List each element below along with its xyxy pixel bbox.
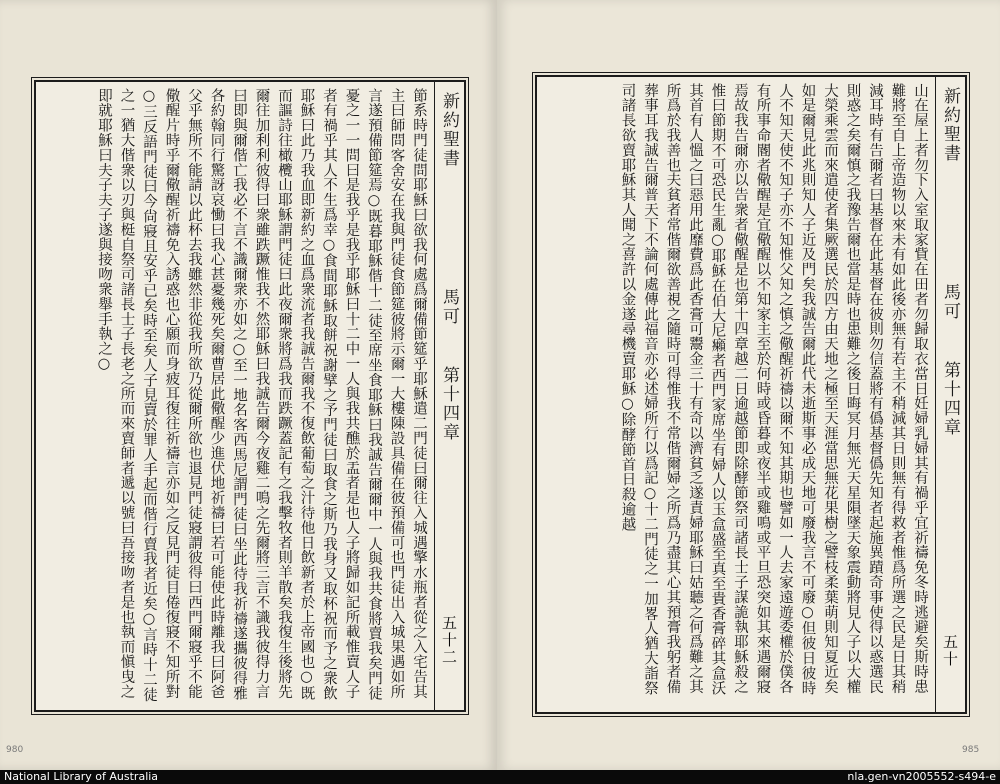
left-page-body: 節系時門徒問耶穌曰欲我何處爲爾備節筵乎耶穌遣二門徒曰爾往入城遇擎水瓶者從之入宅告其主曰師問客舍安在我與門徒食節筵彼將示爾一大樓陳設具備在彼預備可也門徒出入城果遇如所言遂預備節筵焉○既暮耶穌偕十二徒至席坐食耶穌曰我誠告爾爾中一人與我共食將賣我矣門徒憂之一一問曰是我乎是我乎耶穌曰十二中一人與我共醮於盂者是也人子將歸如記所載惟賣人子者有禍乎其人不生爲幸○食間耶穌取餅祝謝擘之予門徒曰取食之斯乃我身又取杯祝而予之衆飲耶穌曰此乃我血即新約之血爲衆流者我誠告爾我不復飲葡萄之汁待他日飲新者於上帝國也○既而謳詩往橄欖山耶穌謂門徒曰此夜爾衆將爲我而跌蹶蓋記有之我擊牧者則羊散矣我復生後將先爾往加利利彼得曰衆雖跌蹶惟我不然耶穌曰我誠告爾今夜雞二鳴之先爾將三言不識我彼得力言曰即與爾偕亡我必不言不識爾衆亦如之○至一地名客西馬尼謂門徒曰坐此待我祈禱遂攜彼得雅各約翰同行驚訝哀慟曰我心甚憂幾死矣爾曹居此儆醒少進伏地祈禱曰若可能使此時離我曰阿爸父乎無所不能請以此杯去我雖然非從我所欲乃從爾所欲也退見門徒寢謂彼得曰西門爾寢乎不能儆醒片時乎爾儆醒祈禱免入誘惑也心願而身疲耳復往祈禱言亦如之反見門徒目倦復寢不知所對○三反語門徒曰今尙寢且安乎已矣時至矣人子見賣於罪人手起而偕行賣我者近矣○言時十二徒之一猶大偕衆以刃與梃自祭司諸長士子長老之所而來賣師者遞以號曰吾接吻者是也執而愼曳之即就耶穌曰夫子夫子遂與接吻衆舉手執之○ bbox=[96, 88, 427, 702]
left-page-margin bbox=[434, 82, 464, 710]
right-page bbox=[497, 0, 1000, 770]
right-book-title: 新約聖書 bbox=[940, 87, 960, 163]
left-book-name: 馬可 bbox=[439, 288, 459, 326]
right-chapter-label: 第十四章 bbox=[940, 361, 960, 437]
left-chapter-label: 第十四章 bbox=[439, 366, 459, 442]
right-catalog-stamp: 985 bbox=[962, 745, 980, 755]
right-page-body: 山在屋上者勿下入室取家貲在田者勿歸取衣當日妊婦乳婦其有禍乎宜祈禱免冬時逃避矣斯時患難將至自上帝造物以來未有如此後亦無有若主不稍減其日則無有得救者惟爲所選之民是日其稍減耳時有告爾者曰基督在此基督在彼則勿信蓋將有僞基督僞先知者起施異蹟奇事使得以惑選民則惑之矣爾慎之我豫告爾也當是時也患難之後日晦冥月無光天星隕墜天象震動將見人子以大權大榮乘雲而來遣使者集厥選民於四方由天地之極至天涯當思無花果樹之譬枝柔葉萌則知夏近矣如是爾見此兆則知人子近及門矣我誠告爾此代未逝斯事必成天地可廢我言不可廢○但彼日彼時人不知天使不知子亦不知惟父知之慎之儆醒祈禱以爾不知其期也譬如一人去家遠遊委權於僕各有所事命閽者儆醒是宜儆醒以不知家主至於何時或昏暮或夜半或雞鳴或平旦恐突如其來遇爾寢焉故我告爾亦以告衆者儆醒是也第十四章越二日逾越節即除酵節祭司諸長士子謀詭執耶穌殺之惟曰節期不可恐民生亂○耶穌在伯大尼癩者西門家席坐有婦人以玉盒盛至真至貴香膏碎其盒沃其首有人慍之曰惡用此靡費爲此香膏可鬻金三十有奇以濟貧乏遂責婦耶穌曰姑聽之何爲難之其所爲於我善也夫貧者常偕爾欲善視之隨時可得惟我不常偕爾婦之所爲乃盡其心其預膏我躬者備葬事耳我誠告爾普天下不論何處傳此福音亦必述婦所行以爲記○十二門徒之一加畧人猶大詣祭司諸長欲賣耶穌其人聞之喜許以金遂尋機賣耶穌○除酵節首日殺逾越 bbox=[619, 83, 928, 696]
right-page-frame bbox=[535, 75, 967, 714]
footer-bar bbox=[0, 770, 1000, 784]
left-book-title: 新約聖書 bbox=[439, 92, 459, 168]
left-page bbox=[0, 0, 497, 770]
right-page-margin bbox=[935, 77, 965, 712]
left-catalog-stamp: 980 bbox=[6, 745, 24, 755]
right-page-number: 五十 bbox=[941, 634, 959, 668]
right-book-name: 馬可 bbox=[940, 283, 960, 321]
left-page-number: 五十二 bbox=[440, 615, 458, 666]
left-page-frame bbox=[34, 80, 466, 712]
footer-library-name: National Library of Australia bbox=[4, 770, 159, 783]
footer-item-id: nla.gen-vn2005552-s494-e bbox=[847, 770, 996, 783]
